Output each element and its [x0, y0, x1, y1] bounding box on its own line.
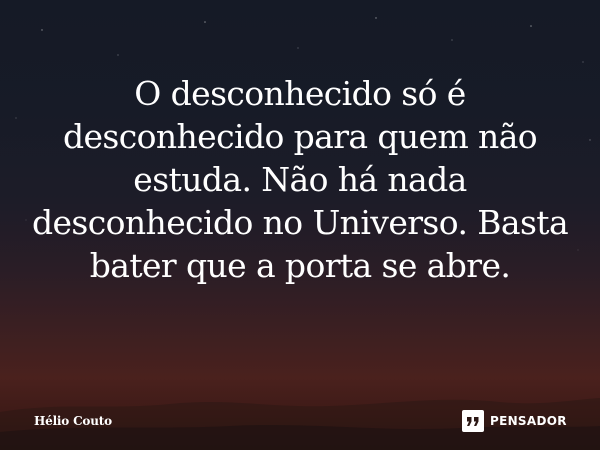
landscape-silhouette: [0, 340, 600, 450]
quote-text: O desconhecido só é desconhecido para quem não estuda. Não há nada desconhecido no Universo. Basta bater que a porta se abre.: [31, 74, 569, 285]
author-name: Hélio Couto: [34, 414, 112, 428]
pensador-brand-link[interactable]: [462, 410, 567, 432]
brand-name: PENSADOR: [490, 414, 567, 428]
quote-mark-icon: [462, 410, 484, 432]
